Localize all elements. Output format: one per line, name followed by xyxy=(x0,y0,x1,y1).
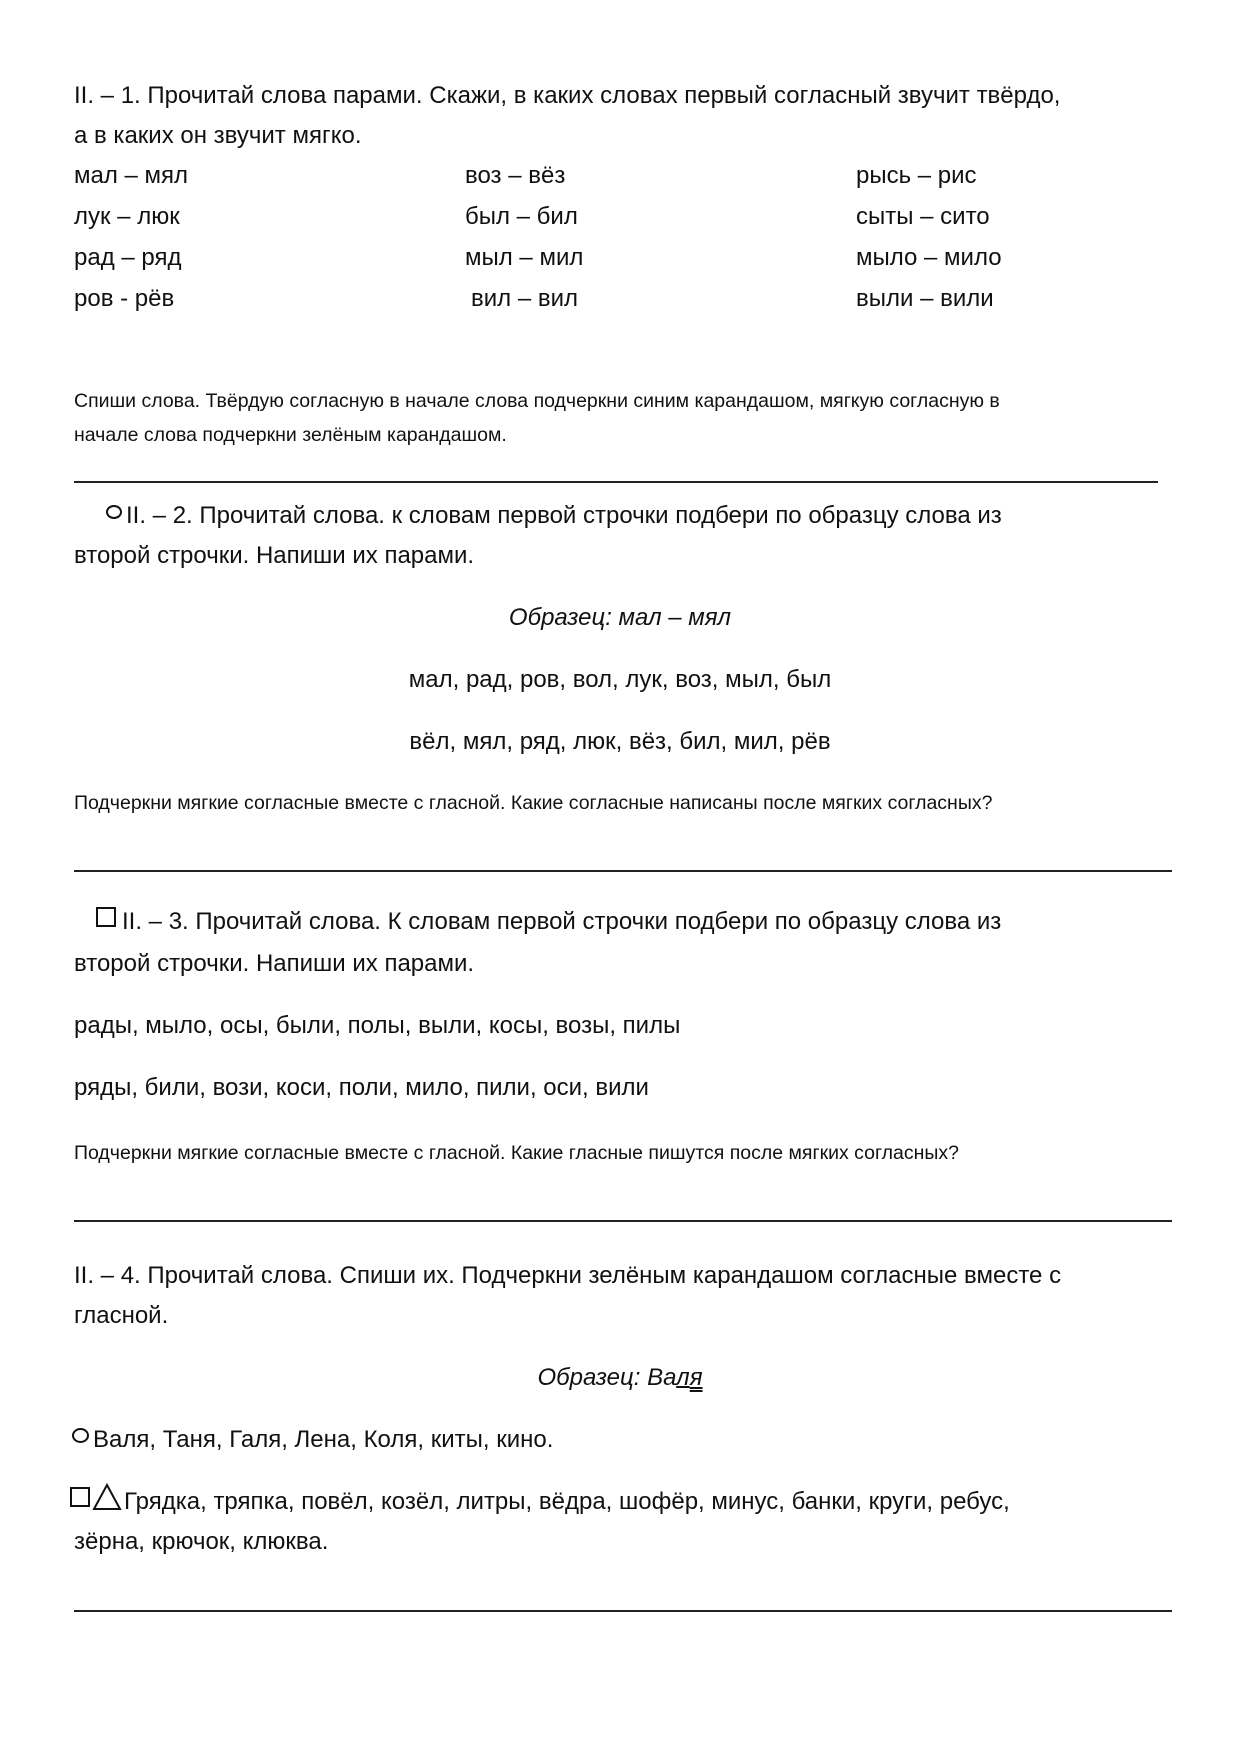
task2-title-line1 xyxy=(106,496,1002,536)
pair-1-1: мал – мял xyxy=(74,162,189,189)
answer-line-3 xyxy=(74,1220,1172,1222)
task2-sample: Образец: мал – мял xyxy=(508,604,732,631)
task1-title-line1: II. – 1. Прочитай слова парами. Скажи, в каких словах первый согласный звучит твёрдо, xyxy=(74,82,1061,109)
answer-line-4 xyxy=(74,1610,1172,1612)
task4-sample-l: л xyxy=(676,1364,690,1391)
task1-instruction-line1: Спиши слова. Твёрдую согласную в начале слова подчеркни синим карандашом, мягкую согласную в xyxy=(74,390,1000,412)
answer-line-2 xyxy=(74,870,1172,872)
task4-title-line2: гласной. xyxy=(74,1302,169,1329)
task4-title-line1: II. – 4. Прочитай слова. Спиши их. Подчеркни зелёным карандашом согласные вместе с xyxy=(74,1262,1062,1289)
square-icon xyxy=(96,907,116,927)
pair-1-2: лук – люк xyxy=(74,203,180,230)
task4-shapes-words-1: Грядка, тряпка, повёл, козёл, литры, вёдра, шофёр, минус, банки, круги, ребус, xyxy=(124,1488,1010,1515)
task4-sample xyxy=(0,1358,1240,1398)
circle-icon xyxy=(72,1428,89,1443)
task1-instruction-line2: начале слова подчеркни зелёным карандашом. xyxy=(74,424,507,446)
pair-1-4: ров - рёв xyxy=(74,285,175,312)
task2-title-line2: второй строчки. Напиши их парами. xyxy=(74,542,475,569)
pair-1-3: рад – ряд xyxy=(74,244,182,271)
task4-shapes-line1 xyxy=(70,1482,1010,1522)
pair-3-2: сыты – сито xyxy=(856,203,990,230)
task2-title-text: II. – 2. Прочитай слова. к словам первой строчки подбери по образцу слова из xyxy=(126,502,1002,529)
task1-title-line2: а в каких он звучит мягко. xyxy=(74,122,362,149)
task2-words-row2: вёл, мял, ряд, люк, вёз, бил, мил, рёв xyxy=(409,728,831,755)
task3-words-row2: ряды, били, вози, коси, поли, мило, пили, оси, вили xyxy=(74,1074,649,1101)
answer-line-1 xyxy=(74,481,1158,483)
pair-3-1: рысь – рис xyxy=(856,162,977,189)
pair-3-4: выли – вили xyxy=(856,285,994,312)
task4-circle-words: Валя, Таня, Галя, Лена, Коля, киты, кино. xyxy=(93,1426,554,1453)
pair-2-4: вил – вил xyxy=(471,285,579,312)
task4-shapes-line2: зёрна, крючок, клюква. xyxy=(74,1528,329,1555)
pair-2-1: воз – вёз xyxy=(465,162,566,189)
circle-icon xyxy=(106,505,122,519)
pair-2-2: был – бил xyxy=(465,203,578,230)
square-icon xyxy=(70,1487,90,1507)
pair-3-3: мыло – мило xyxy=(856,244,1002,271)
task3-title-text: II. – 3. Прочитай слова. К словам первой строчки подбери по образцу слова из xyxy=(122,908,1002,935)
task3-question: Подчеркни мягкие согласные вместе с гласной. Какие гласные пишутся после мягких согласных? xyxy=(74,1142,960,1164)
task2-words-row1: мал, рад, ров, вол, лук, воз, мыл, был xyxy=(408,666,832,693)
task3-words-row1: рады, мыло, осы, были, полы, выли, косы, возы, пилы xyxy=(74,1012,681,1039)
task3-title-line1 xyxy=(96,902,1001,942)
pair-2-3: мыл – мил xyxy=(465,244,584,271)
task2-question: Подчеркни мягкие согласные вместе с гласной. Какие согласные написаны после мягких согласных? xyxy=(74,792,993,814)
task4-sample-prefix: Образец: Ва xyxy=(537,1364,677,1391)
task4-sample-ya: я xyxy=(689,1364,703,1391)
task3-title-line2: второй строчки. Напиши их парами. xyxy=(74,950,475,977)
triangle-icon xyxy=(92,1483,122,1511)
task4-circle-line xyxy=(72,1420,553,1460)
